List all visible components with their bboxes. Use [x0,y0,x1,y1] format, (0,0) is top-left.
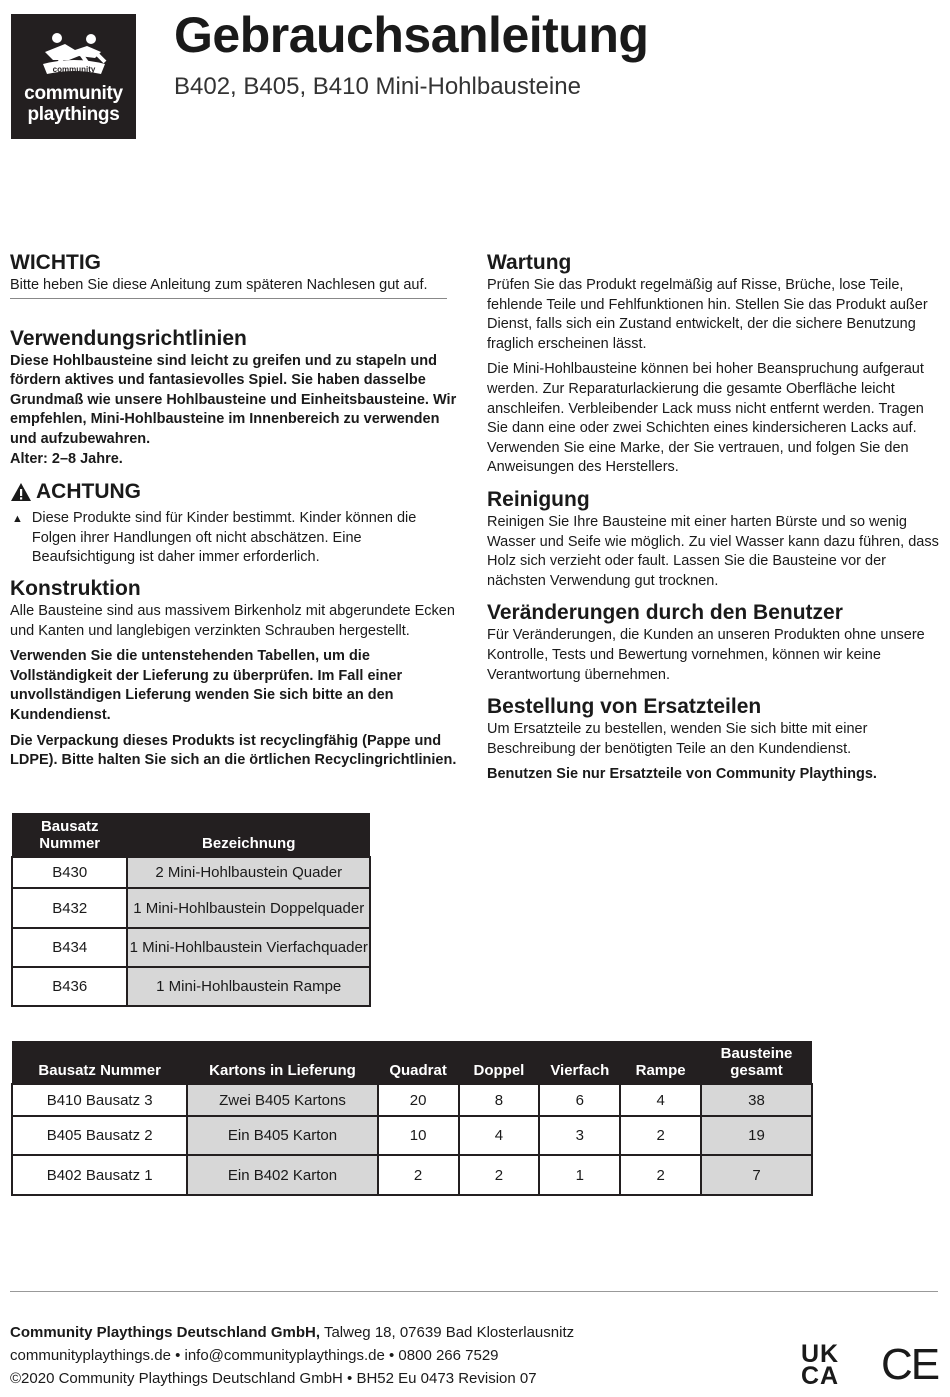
achtung-heading [10,479,460,505]
table-cell: 19 [701,1116,812,1155]
table-cell: 20 [378,1084,459,1116]
wartung-heading: Wartung [487,251,572,274]
wichtig-heading: WICHTIG [10,251,101,274]
table-cell: 2 [378,1155,459,1195]
wartung-text-2: Die Mini-Hohlbausteine können bei hoher Beanspruchung aufgeraut werden. Zur Reparaturlackierung die gesamte Oberfläche leicht anschleifen. Verbleibender Lack muss nicht entfernt werden. Tragen Sie dann eine oder zwei Schichten eines kindersicheren Lacks auf. Verwenden Sie eine Marke, der Sie vertrauen, und folgen Sie den Anweisungen des Herstellers. [487,361,924,476]
reinigung-text: Reinigen Sie Ihre Bausteine mit einer harten Bürste und so wenig Wasser und Seife wie möglich. Zu viel Wasser kann dazu führen, dass Holz sich verzieht oder fault. Lassen Sie die Bausteine vor der nächsten Verwendung gut trocknen. [487,513,939,589]
table-cell: 10 [378,1116,459,1155]
column-header: Bezeichnung [127,813,370,857]
table-cell: Ein B402 Karton [187,1155,377,1195]
footer-copyright: ©2020 Community Playthings Deutschland GmbH • BH52 Eu 0473 Revision 07 [10,1370,537,1387]
table-cell: B405 Bausatz 2 [12,1116,187,1155]
page-title: Gebrauchsanleitung [174,7,649,63]
footer-divider [10,1291,938,1292]
divider [10,298,447,299]
table-cell: 4 [459,1116,540,1155]
ersatzteile-heading: Bestellung von Ersatzteilen [487,695,762,719]
table-row [12,888,370,928]
table-cell: B436 [12,967,127,1006]
table-row [12,1155,812,1195]
company-logo [11,14,136,139]
table-cell: 1 Mini-Hohlbaustein Doppelquader [127,888,370,928]
logo-word-playthings: playthings [27,104,120,125]
table-cell: 2 [620,1155,701,1195]
wartung-text-1: Prüfen Sie das Produkt regelmäßig auf Risse, Brüche, lose Teile, fehlende Teile und Fehlfunktionen hin. Stellen Sie das Produkt außer Dienst, falls sich ein Zustand entwickelt, der die sichere Benutzung fraglich erscheinen lässt. [487,277,928,352]
footer-company: Community Playthings Deutschland GmbH, [10,1324,321,1341]
table-cell: 38 [701,1084,812,1116]
reinigung-heading: Reinigung [487,487,590,511]
ersatzteile-note: Benutzen Sie nur Ersatzteile von Community Playthings. [487,766,877,783]
right-column [487,250,939,785]
table-row [12,1116,812,1155]
column-header: Bausatz Nummer [12,813,127,857]
table-cell: 2 [459,1155,540,1195]
column-header: Bausteine gesamt [701,1041,812,1084]
table-cell: 4 [620,1084,701,1116]
table-cell: Ein B405 Karton [187,1116,377,1155]
table-cell: 7 [701,1155,812,1195]
table-row [12,967,370,1006]
column-header: Kartons in Lieferung [187,1041,377,1084]
page-subtitle: B402, B405, B410 Mini-Hohlbausteine [174,73,581,100]
konstruktion-text-3: Die Verpackung dieses Produkts ist recyclingfähig (Pappe und LDPE). Bitte halten Sie sich an die örtlichen Recyclingrichtlinien. [10,732,457,769]
age-text: Alter: 2–8 Jahre. [10,450,123,467]
footer-contact: communityplaythings.de • info@communityplaythings.de • 0800 266 7529 [10,1347,499,1364]
table-cell: B402 Bausatz 1 [12,1155,187,1195]
table-cell: 1 [539,1155,620,1195]
table-cell: 1 Mini-Hohlbaustein Vierfachquader [127,928,370,967]
konstruktion-text-1: Alle Bausteine sind aus massivem Birkenholz mit abgerundete Ecken und Kanten und langlebigen verzinkten Schrauben hergestellt. [10,602,455,639]
verwendung-heading: Verwendungsrichtlinien [10,326,247,350]
table-header-row [12,1041,812,1084]
ersatzteile-text: Um Ersatzteile zu bestellen, wenden Sie sich bitte mit einer Beschreibung der benötigten Teile an den Kundendienst. [487,721,868,757]
table-cell: B430 [12,857,127,888]
veraenderungen-text: Für Veränderungen, die Kunden an unseren Produkten ohne unsere Kontrolle, Tests und Bewertung vornehmen, können wir keine Verantwortung übernehmen. [487,627,925,683]
footer-address [10,1323,574,1343]
table-cell: 3 [539,1116,620,1155]
footer-street: Talweg 18, 07639 Bad Klosterlausnitz [323,1324,575,1341]
svg-text:community: community [52,65,96,74]
column-header: Quadrat [378,1041,459,1084]
table-row [12,928,370,967]
table-cell: 8 [459,1084,540,1116]
achtung-text: Diese Produkte sind für Kinder bestimmt. Kinder können die Folgen ihrer Handlungen oft nicht abschätzen. Eine Beaufsichtigung ist daher immer erforderlich. [31,510,417,566]
ukca-line-1: UK [801,1340,840,1368]
parts-table [11,813,371,1007]
table-cell: Zwei B405 Kartons [187,1084,377,1116]
column-header: Doppel [459,1041,540,1084]
children-playing-logo-icon [35,28,113,84]
table-cell: 2 [620,1116,701,1155]
logo-word-community: community [24,83,123,104]
table-cell: 1 Mini-Hohlbaustein Rampe [127,967,370,1006]
achtung-item [10,509,460,568]
kit-contents-table [11,1041,813,1196]
table-header-row [12,813,370,857]
ukca-mark [801,1340,851,1390]
triangle-bullet-icon: ▲ [12,513,23,526]
table-cell: 6 [539,1084,620,1116]
table-row [12,1084,812,1116]
konstruktion-heading: Konstruktion [10,576,141,600]
warning-icon [10,482,32,502]
column-header: Vierfach [539,1041,620,1084]
veraenderungen-heading: Veränderungen durch den Benutzer [487,601,843,625]
wichtig-text: Bitte heben Sie diese Anleitung zum späteren Nachlesen gut auf. [10,277,428,293]
achtung-heading-text: ACHTUNG [36,480,141,504]
table-cell: B410 Bausatz 3 [12,1084,187,1116]
column-header: Bausatz Nummer [12,1041,187,1084]
table-cell: 2 Mini-Hohlbaustein Quader [127,857,370,888]
left-column [10,250,460,771]
table-row [12,857,370,888]
konstruktion-text-2: Verwenden Sie die untenstehenden Tabellen, um die Vollständigkeit der Lieferung zu überprüfen. Im Fall einer unvollständigen Lieferung wenden Sie sich bitte an den Kundendienst. [10,648,403,723]
verwendung-text: Diese Hohlbausteine sind leicht zu greifen und zu stapeln und fördern aktives und fantasievolles Spiel. Sie haben dasselbe Grundmaß wie unsere Hohlbausteine und Einheitsbausteine. Wir empfehlen, Mini-Hohlbausteine im Innenbereich zu verwenden und aufzubewahren. [10,352,457,447]
column-header: Rampe [620,1041,701,1084]
ukca-line-2: CA [801,1362,840,1390]
ce-mark: CE [881,1340,939,1389]
table-cell: B434 [12,928,127,967]
table-cell: B432 [12,888,127,928]
